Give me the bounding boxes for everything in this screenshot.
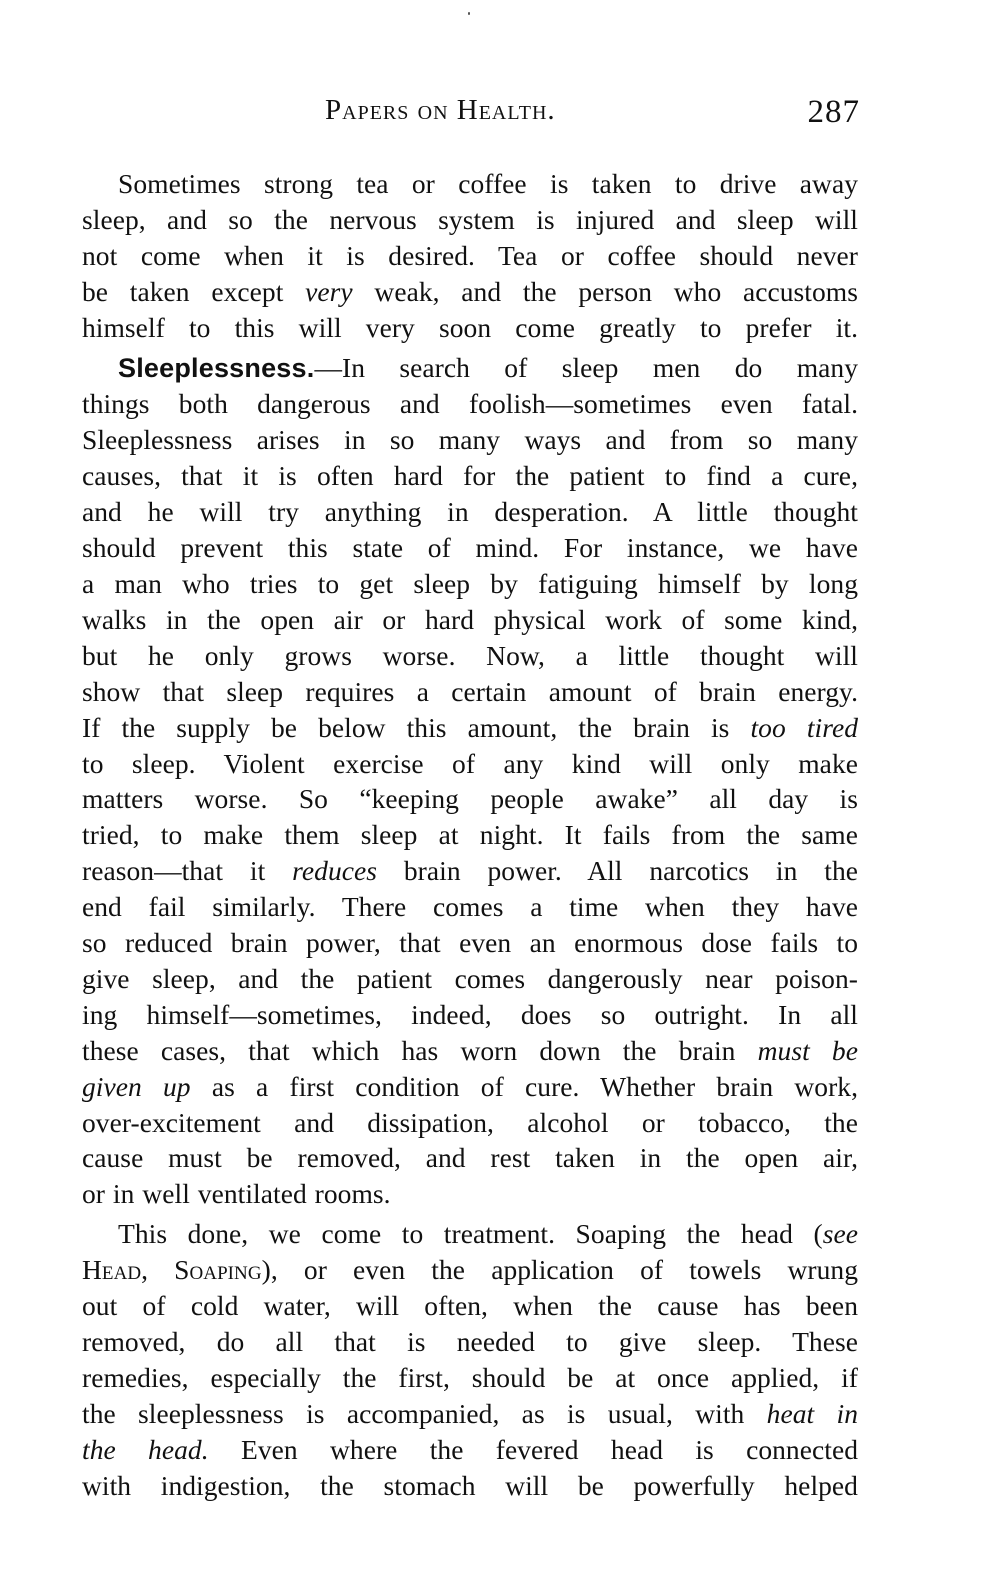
section-headword: Sleeplessness. [118,352,315,383]
text-line [82,1432,858,1468]
paragraph-treatment [82,1216,858,1503]
text-line [82,1252,858,1288]
text-segment: and he will try anything in desperation. A little thought [82,496,858,528]
text-line [82,1140,858,1176]
text-line [82,961,858,997]
text-line [82,386,858,422]
text-line [82,746,858,782]
text-segment: ing himself—sometimes, indeed, does so outright. In all [82,998,858,1030]
text-line [82,274,858,310]
text-line [82,1468,858,1504]
text-segment: with indigestion, the stomach will be powerfully helped [82,1469,858,1501]
text-line [82,422,858,458]
text-segment: Sleeplessness arises in so many ways and from so many [82,424,858,456]
italic-text: must be [757,1034,858,1066]
text-line [82,350,858,387]
italic-text: the head. [82,1433,209,1465]
text-segment: If the supply be below this amount, the brain is [82,711,751,743]
italic-text: given up [82,1070,191,1102]
text-segment: walks in the open air or hard physical work of some kind, [82,603,858,635]
text-line [82,1288,858,1324]
text-segment: over-excitement and dissipation, alcohol or tobacco, the [82,1106,858,1138]
text-segment: so reduced brain power, that even an enormous dose fails to [82,927,858,959]
page-number: 287 [807,94,860,130]
text-segment: reason—that it [82,855,293,887]
text-line [82,638,858,674]
text-line [82,602,858,638]
text-line [82,238,858,274]
italic-text: very [305,275,353,307]
text-segment: things both dangerous and foolish—sometimes even fatal. [82,388,858,420]
italic-text: see [822,1218,858,1250]
text-segment: cause must be removed, and rest taken in the open air, [82,1142,858,1174]
text-line [82,166,858,202]
text-line [82,458,858,494]
text-line [82,817,858,853]
text-segment: these cases, that which has worn down the brain [82,1034,758,1066]
text-line [82,1176,858,1212]
italic-text: too tired [750,711,858,743]
text-line [82,494,858,530]
text-segment: Sometimes strong tea or coffee is taken to drive away [118,168,858,199]
text-line [82,310,858,346]
small-caps-text: Head, Soaping [82,1254,262,1286]
italic-text: heat in [766,1397,858,1429]
text-segment: This done, we come to treatment. Soaping the head ( [118,1218,823,1250]
text-segment: weak, and the person who accustoms [352,275,858,307]
text-segment: causes, that it is often hard for the patient to find a cure, [82,460,858,492]
text-line [82,781,858,817]
text-segment: ), or even the application of towels wrung [261,1254,858,1286]
text-segment: remedies, especially the first, should be at once applied, if [82,1361,858,1393]
text-line [82,997,858,1033]
text-line [82,1033,858,1069]
text-segment: be taken except [82,275,306,307]
text-segment: removed, do all that is needed to give sleep. These [82,1326,858,1357]
text-segment: should prevent this state of mind. For instance, we have [82,532,858,564]
print-speck [468,12,470,15]
text-line [82,710,858,746]
text-segment: matters worse. So “keeping people awake” all day is [82,783,858,815]
text-segment: show that sleep requires a certain amount of brain energy. [82,675,858,707]
text-line [82,889,858,925]
italic-text: reduces [292,855,378,887]
text-segment: or in well ventilated rooms. [82,1178,391,1210]
text-segment: —In search of sleep men do many [314,351,858,383]
text-line [82,566,858,602]
text-line [82,1324,858,1360]
text-segment: end fail similarly. There comes a time when they have [82,891,858,923]
text-segment: give sleep, and the patient comes dangerously near poison- [82,962,858,994]
text-segment: brain power. All narcotics in the [377,855,858,887]
text-segment: Even where the fevered head is connected [208,1433,858,1465]
paragraph-tea-coffee [82,166,858,346]
text-line [82,1360,858,1396]
body-text [82,166,858,1504]
text-line [82,1105,858,1141]
text-line [82,853,858,889]
text-segment: himself to this will very soon come greatly to prefer it. [82,311,858,343]
paragraph-sleeplessness [82,350,858,1213]
text-line [82,1216,858,1252]
text-segment: as a first condition of cure. Whether brain work, [190,1070,858,1102]
running-head [80,94,860,134]
text-segment: not come when it is desired. Tea or coffee should never [82,239,858,271]
text-line [82,530,858,566]
text-segment: but he only grows worse. Now, a little thought will [82,639,858,671]
text-line [82,202,858,238]
text-segment: tried, to make them sleep at night. It fails from the same [82,819,858,851]
text-segment: the sleeplessness is accompanied, as is usual, with [82,1397,767,1429]
text-segment: a man who tries to get sleep by fatiguing himself by long [82,567,858,599]
text-segment: sleep, and so the nervous system is injured and sleep will [82,203,858,235]
text-line [82,925,858,961]
text-line [82,1069,858,1105]
text-segment: to sleep. Violent exercise of any kind will only make [82,747,858,779]
running-title: Papers on Health. [325,94,556,126]
text-segment: out of cold water, will often, when the cause has been [82,1290,858,1322]
text-line [82,674,858,710]
text-line [82,1396,858,1432]
